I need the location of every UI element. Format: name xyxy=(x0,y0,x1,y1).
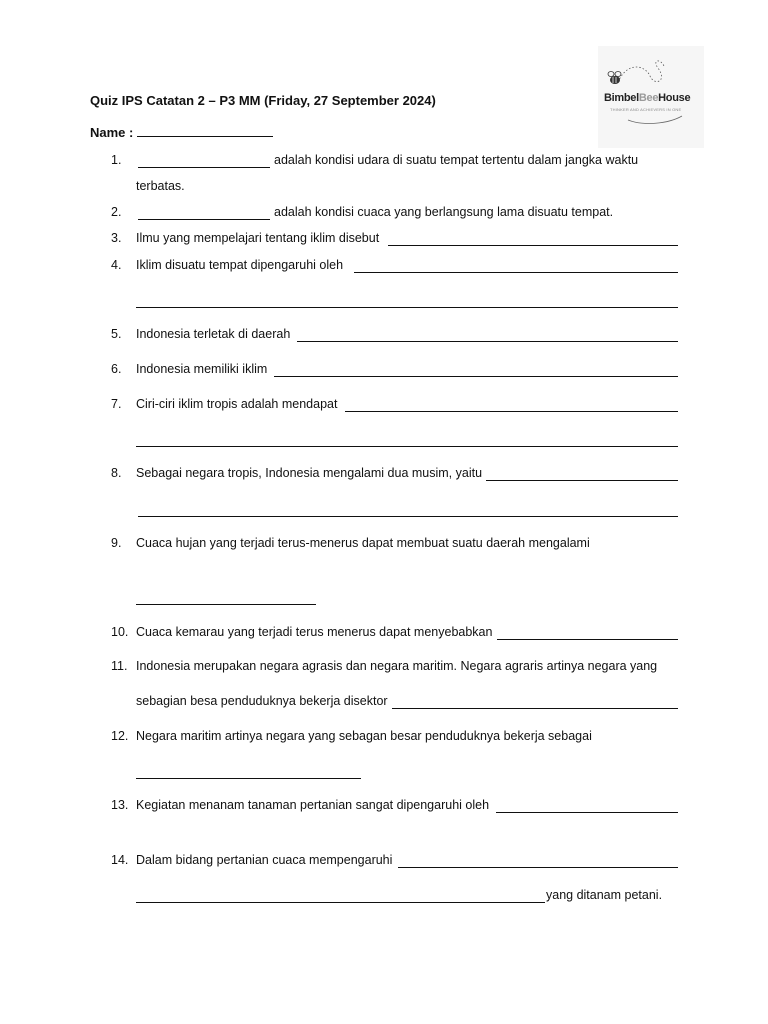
logo-wordmark xyxy=(604,92,690,104)
answer-line[interactable] xyxy=(297,341,678,342)
question-1 xyxy=(0,153,768,171)
name-row xyxy=(90,124,273,140)
question-14-continuation xyxy=(0,888,768,906)
question-10 xyxy=(0,625,768,643)
bimbel-bee-house-logo xyxy=(598,46,704,148)
question-text: Sebagai negara tropis, Indonesia mengalami dua musim, yaitu xyxy=(136,466,483,480)
question-5 xyxy=(0,327,768,345)
question-number: 2. xyxy=(111,205,122,219)
question-9 xyxy=(0,536,768,554)
answer-line[interactable] xyxy=(388,245,678,246)
question-11 xyxy=(0,659,768,677)
question-number: 13. xyxy=(111,798,129,812)
question-7 xyxy=(0,397,768,415)
question-3 xyxy=(0,231,768,249)
answer-line[interactable] xyxy=(354,272,678,273)
question-text: Iklim disuatu tempat dipengaruhi oleh xyxy=(136,258,344,272)
question-12 xyxy=(0,729,768,747)
logo-word-house: House xyxy=(658,92,691,104)
question-text: Cuaca kemarau yang terjadi terus menerus dapat menyebabkan xyxy=(136,625,493,639)
question-number: 6. xyxy=(111,362,122,376)
quiz-title: Quiz IPS Catatan 2 – P3 MM (Friday, 27 September 2024) xyxy=(90,93,436,108)
logo-word-bimbel: Bimbel xyxy=(604,92,639,104)
answer-line[interactable] xyxy=(274,376,678,377)
question-text: Indonesia terletak di daerah xyxy=(136,327,291,341)
logo-tagline: THINKER AND ACHIEVERS IN ONE xyxy=(610,107,682,112)
question-text: terbatas. xyxy=(136,179,185,193)
question-number: 7. xyxy=(111,397,122,411)
question-text: sebagian besa penduduknya bekerja disektor xyxy=(136,694,388,708)
answer-line[interactable] xyxy=(496,812,678,813)
question-4 xyxy=(0,258,768,276)
question-text: adalah kondisi cuaca yang berlangsung lama disuatu tempat. xyxy=(274,205,614,219)
question-text: yang ditanam petani. xyxy=(546,888,663,902)
question-text: adalah kondisi udara di suatu tempat tertentu dalam jangka waktu xyxy=(274,153,639,167)
question-text: Indonesia memiliki iklim xyxy=(136,362,268,376)
question-number: 5. xyxy=(111,327,122,341)
question-number: 10. xyxy=(111,625,129,639)
answer-line[interactable] xyxy=(138,167,270,168)
question-number: 11. xyxy=(111,659,128,673)
answer-line[interactable] xyxy=(136,778,361,779)
question-text: Dalam bidang pertanian cuaca mempengaruhi xyxy=(136,853,393,867)
answer-line[interactable] xyxy=(136,604,316,605)
question-14 xyxy=(0,853,768,871)
question-6 xyxy=(0,362,768,380)
question-number: 3. xyxy=(111,231,122,245)
answer-line[interactable] xyxy=(136,446,678,447)
answer-line[interactable] xyxy=(392,708,678,709)
question-text: Ilmu yang mempelajari tentang iklim disebut xyxy=(136,231,380,245)
question-text: Negara maritim artinya negara yang sebagan besar penduduknya bekerja sebagai xyxy=(136,729,592,743)
name-label: Name : xyxy=(90,125,134,140)
question-8 xyxy=(0,466,768,484)
question-number: 12. xyxy=(111,729,129,743)
question-text: Cuaca hujan yang terjadi terus-menerus dapat membuat suatu daerah mengalami xyxy=(136,536,590,550)
logo-word-bee: Bee xyxy=(638,92,659,104)
answer-line[interactable] xyxy=(497,639,678,640)
question-number: 1. xyxy=(111,153,122,167)
name-answer-line[interactable] xyxy=(137,124,273,137)
answer-line[interactable] xyxy=(138,219,270,220)
question-text: Indonesia merupakan negara agrasis dan negara maritim. Negara agraris artinya negara yang xyxy=(136,659,658,673)
question-11-continuation xyxy=(0,694,768,712)
question-1-continuation xyxy=(0,179,768,197)
question-text: Ciri-ciri iklim tropis adalah mendapat xyxy=(136,397,338,411)
question-number: 9. xyxy=(111,536,122,550)
answer-line[interactable] xyxy=(486,480,678,481)
question-number: 8. xyxy=(111,466,122,480)
question-13 xyxy=(0,798,768,816)
answer-line[interactable] xyxy=(138,516,678,517)
answer-line[interactable] xyxy=(136,307,678,308)
question-2 xyxy=(0,205,768,223)
question-number: 4. xyxy=(111,258,122,272)
question-text: Kegiatan menanam tanaman pertanian sangat dipengaruhi oleh xyxy=(136,798,490,812)
answer-line[interactable] xyxy=(345,411,678,412)
answer-line[interactable] xyxy=(136,902,545,903)
answer-line[interactable] xyxy=(398,867,678,868)
question-number: 14. xyxy=(111,853,129,867)
